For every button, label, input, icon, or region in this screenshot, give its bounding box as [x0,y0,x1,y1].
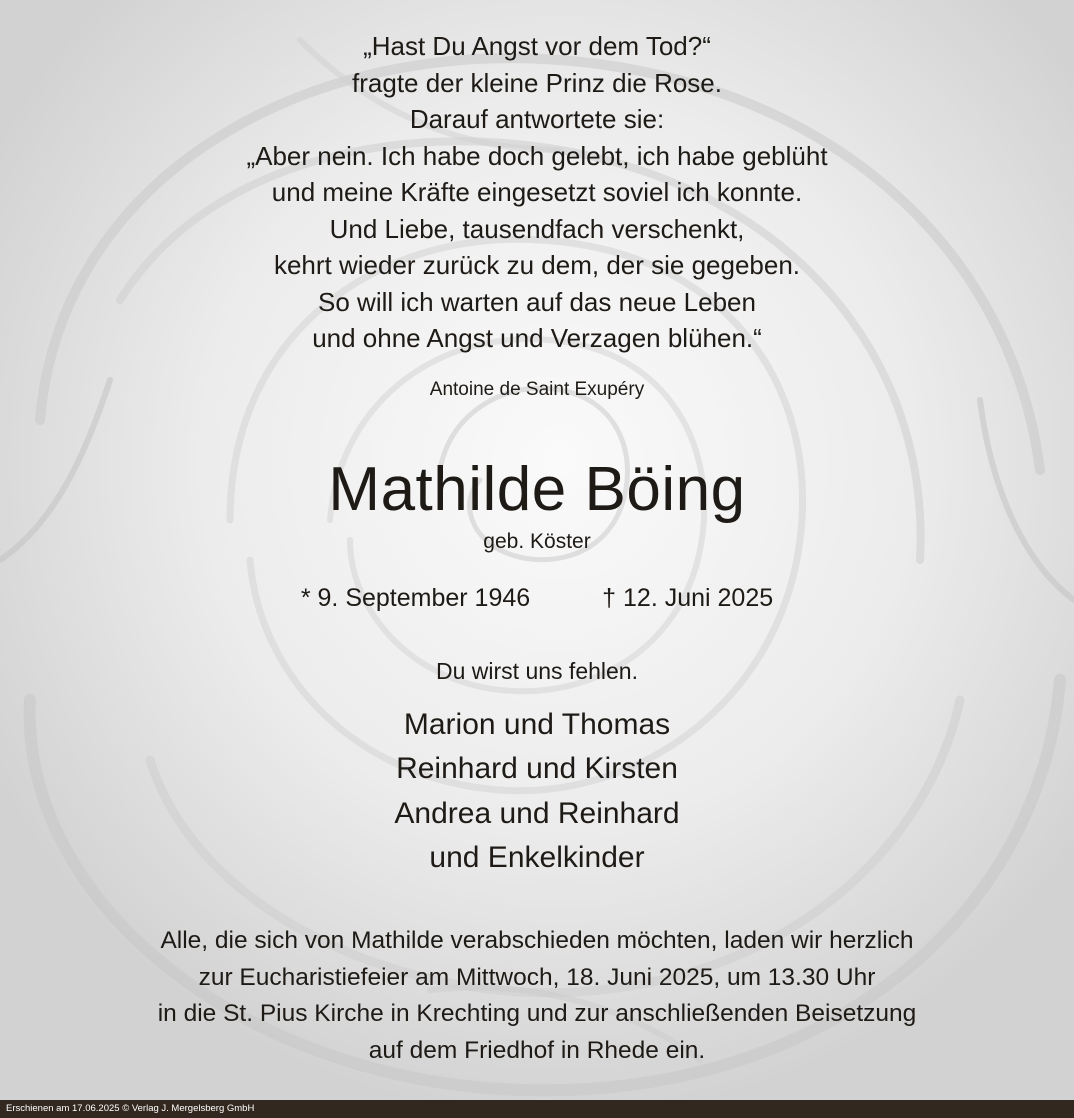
family-member: Reinhard und Kirsten [396,752,678,786]
quote-line: Und Liebe, tausendfach verschenkt, [329,213,745,244]
quote-line: kehrt wieder zurück zu dem, der sie gegeben. [273,250,801,280]
farewell-message: Du wirst uns fehlen. [436,658,638,684]
service-line: in die St. Pius Kirche in Krechting und zur anschließenden Beisetzung [157,1000,917,1027]
publication-footer: Erschienen am 17.06.2025 © Verlag J. Mergelsberg GmbH [0,1100,1074,1118]
deceased-name: Mathilde Böing [328,455,746,524]
quote-line: fragte der kleine Prinz die Rose. [352,67,722,98]
quote-line: und meine Kräfte eingesetzt soviel ich konnte. [271,177,803,207]
poem-quote [0,28,1074,357]
service-line: auf dem Friedhof in Rhede ein. [368,1036,706,1064]
family-member: und Enkelkinder [429,840,645,874]
life-dates [0,580,1074,616]
birth-date: * 9. September 1946 [300,584,531,612]
death-date: † 12. Juni 2025 [602,584,774,612]
service-line: Alle, die sich von Mathilde verabschieden möchten, laden wir herzlich [160,927,914,954]
quote-line: „Hast Du Angst vor dem Tod?“ [363,31,711,61]
family-member: Marion und Thomas [403,708,671,741]
maiden-name: geb. Köster [483,530,591,553]
quote-line: Darauf antwortete sie: [409,104,665,134]
quote-line: So will ich warten auf das neue Leben [318,286,756,317]
quote-line: „Aber nein. Ich habe doch gelebt, ich habe geblüht [246,140,828,171]
family-member: Andrea und Reinhard [394,796,680,830]
service-announcement [0,923,1074,1069]
quote-line: und ohne Angst und Verzagen blühen.“ [312,323,762,353]
family-signatures [0,703,1074,880]
service-line: zur Eucharistiefeier am Mittwoch, 18. Juni 2025, um 13.30 Uhr [198,963,876,991]
quote-author: Antoine de Saint Exupéry [429,379,645,400]
